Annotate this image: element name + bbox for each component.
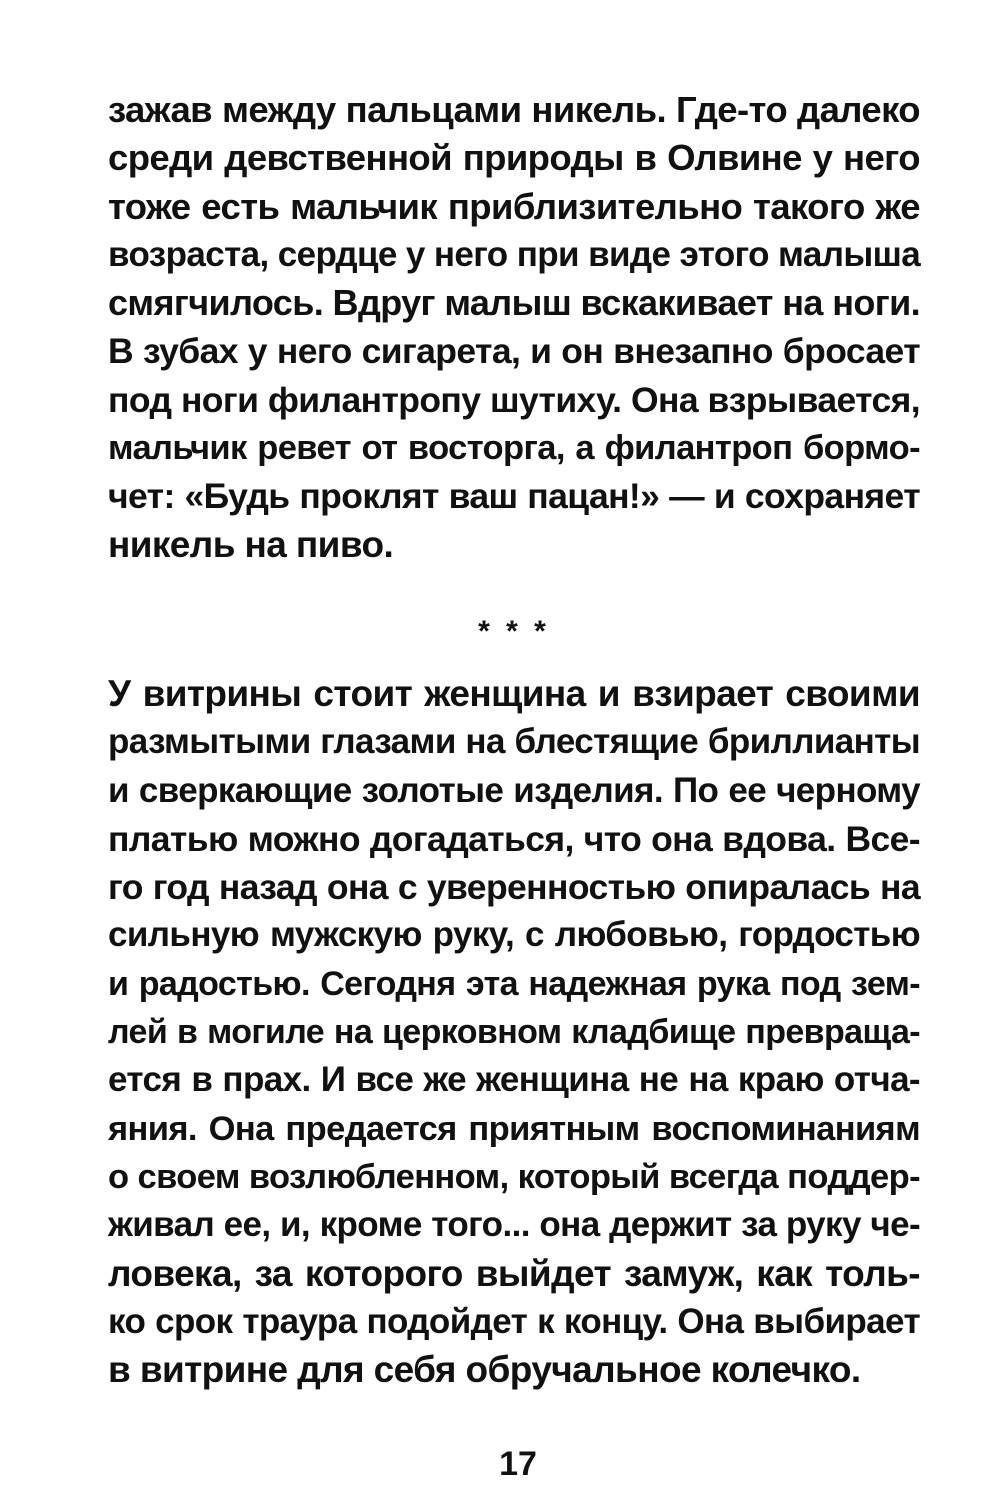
text-line: зажав между пальцами никель. Где-то далеко [108,89,920,130]
text-line: смягчилось. Вдруг малыш вскакивает на ноги. [108,282,921,324]
text-line: среди девственной природы в Олвине у него [108,137,920,179]
text-line: и сверкающие золотые изделия. По ее черному [108,770,920,810]
text-line: размытыми глазами на блестящие бриллианты [108,722,920,762]
text-line: У витрины стоит женщина и взирает своими [108,673,920,714]
text-line: тоже есть мальчик приблизительно такого же [108,185,920,227]
text-line: ловека, за которого выйдет замуж, как толь- [108,1252,920,1294]
paragraph-2 [108,670,920,1394]
text-line: под ноги филантропу шутиху. Она взрывается, [108,379,920,420]
text-line: и радостью. Сегодня эта надежная рука под зем- [108,964,920,1003]
text-line: яния. Она предается приятным воспоминаниям [108,1109,920,1148]
text-line: ется в прах. И все же женщина не на краю отча- [108,1060,920,1100]
text-line-last: никель на пиво. [108,523,394,565]
text-line: ко срок траура подойдет к концу. Она выбирает [108,1301,920,1341]
text-line: возраста, сердце у него при виде этого малыша [108,234,921,274]
text-line: платью можно догадаться, что она вдова. Все- [108,818,920,859]
text-line: сильную мужскую руку, с любовью, гордостью [108,915,920,955]
text-line: В зубах у него сигарета, и он внезапно бросает [108,331,920,372]
text-line: го год назад она с уверенностью опиралась на [108,867,920,908]
text-line: лей в могиле на церковном кладбище превраща- [108,1013,920,1052]
section-separator: * * * [478,615,550,648]
text-line-last: в витрине для себя обручальное колечко. [108,1349,861,1391]
text-line: мальчик ревет от восторга, а филантроп бормо- [108,429,920,468]
text-line: чет: «Будь проклят ваш пацан!» — и сохраняет [108,476,920,517]
text-line: живал ее, и, кроме того... она держит за руку че- [108,1205,920,1245]
text-line: о своем возлюбленном, который всегда поддер- [108,1157,920,1196]
paragraph-1 [108,86,920,569]
page-number: 17 [499,1445,537,1483]
